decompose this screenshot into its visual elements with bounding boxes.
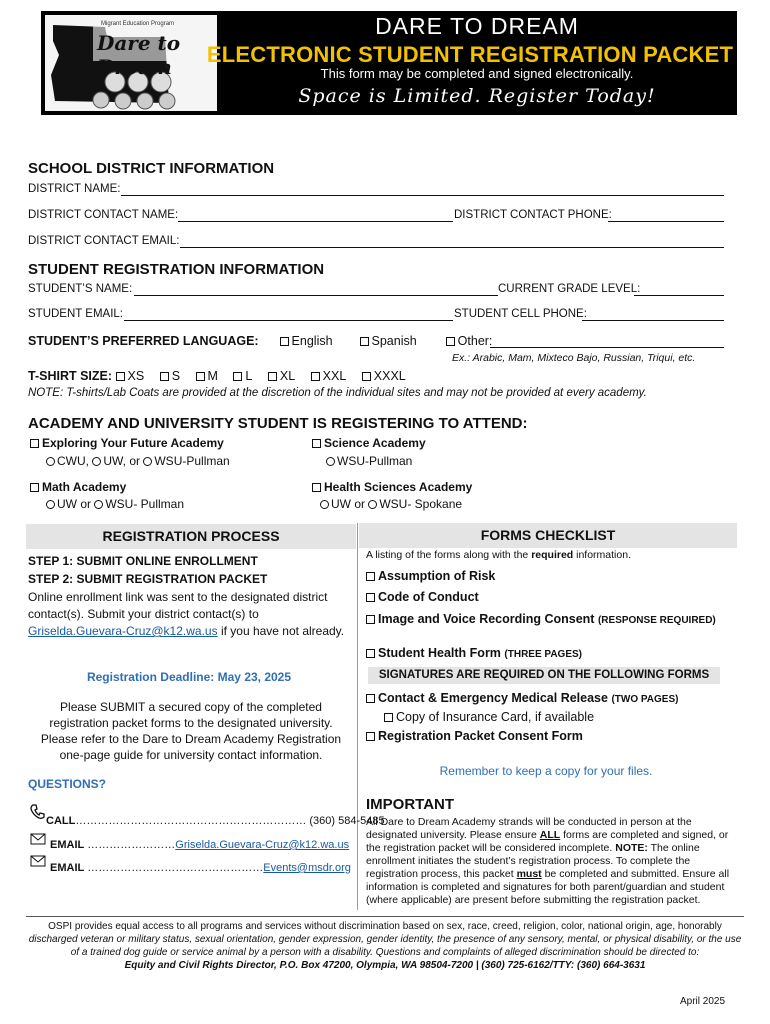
student-cell-field[interactable] <box>582 320 724 321</box>
checklist-item <box>384 709 594 726</box>
email2-link[interactable]: Events@msdr.org <box>263 862 351 874</box>
call-dots: ……………………………………………………… <box>75 815 307 827</box>
process-paragraph-2: Please SUBMIT a secured copy of the completed registration packet forms to the designated university. Please refer to the Dare to Dream Academy Registration one-page guide for university contact information. <box>40 700 342 762</box>
important-c: The online enrollment initiates the student’s registration process. To complete the registration process, this packet <box>366 842 700 880</box>
phone-number[interactable]: (360) 584-5485 <box>309 815 385 827</box>
step-2: STEP 2: SUBMIT REGISTRATION PACKET <box>28 572 268 586</box>
important-note: NOTE: <box>615 842 648 854</box>
size-m: M <box>207 369 218 383</box>
checklist-item <box>366 690 678 708</box>
email1-link[interactable]: Griselda.Guevara-Cruz@k12.wa.us <box>175 839 350 851</box>
size-xxl: XXL <box>322 369 347 383</box>
checkbox-assumption-risk[interactable] <box>366 572 375 581</box>
email-row-1 <box>50 837 349 854</box>
district-email-field[interactable] <box>180 247 724 248</box>
opt-health-wsu: WSU- Spokane <box>379 497 463 511</box>
item-health-form: Student Health Form <box>378 646 501 660</box>
radio-math-uw[interactable] <box>46 500 55 509</box>
health-row <box>312 480 472 494</box>
student-name-label: STUDENT’S NAME: <box>28 283 133 295</box>
radio-health-wsu[interactable] <box>368 500 377 509</box>
para1-text-b: if you have not already. <box>220 624 345 638</box>
checkbox-s[interactable] <box>160 372 169 381</box>
item-code-conduct: Code of Conduct <box>378 590 479 604</box>
checkbox-xxxl[interactable] <box>362 372 371 381</box>
district-name-field[interactable] <box>121 195 724 196</box>
opt-math-uw: UW or <box>57 497 91 511</box>
item-image-voice: Image and Voice Recording Consent <box>378 612 595 626</box>
tshirt-note: NOTE: T-shirts/Lab Coats are provided at the discretion of the individual sites and may not be provided at every academy. <box>28 387 647 399</box>
item-health-form-extra: (THREE PAGES) <box>504 649 583 660</box>
logo-small-text: Migrant Education Program <box>101 21 175 27</box>
radio-math-wsu[interactable] <box>94 500 103 509</box>
checkbox-consent-form[interactable] <box>366 732 375 741</box>
radio-science-wsu[interactable] <box>326 457 335 466</box>
mail-icon <box>30 833 46 845</box>
checklist-heading: FORMS CHECKLIST <box>359 523 737 548</box>
opt-math-wsu: WSU- Pullman <box>105 497 185 511</box>
checkbox-code-conduct[interactable] <box>366 593 375 602</box>
radio-exploring-wsu[interactable] <box>143 457 152 466</box>
checkbox-other[interactable] <box>446 337 455 346</box>
health-options <box>320 497 462 511</box>
checkbox-health[interactable] <box>312 483 321 492</box>
radio-exploring-uw[interactable] <box>92 457 101 466</box>
call-label: CALL <box>46 815 76 827</box>
opt-wsu-pullman: WSU-Pullman <box>154 454 230 468</box>
step-1: STEP 1: SUBMIT ONLINE ENROLLMENT <box>28 554 258 568</box>
health-label: Health Sciences Academy <box>324 480 473 494</box>
checkbox-insurance-card[interactable] <box>384 713 393 722</box>
district-name-label: DISTRICT NAME: <box>28 183 121 195</box>
banner-cta: Space is Limited. Register Today! <box>298 85 656 107</box>
district-heading: SCHOOL DISTRICT INFORMATION <box>28 160 275 177</box>
item-contact-medical-extra: (TWO PAGES) <box>611 694 679 705</box>
checklist-item <box>366 645 582 663</box>
item-contact-medical: Contact & Emergency Medical Release <box>378 691 608 705</box>
header-banner <box>41 11 737 115</box>
student-name-field[interactable] <box>134 295 498 296</box>
checkbox-contact-medical[interactable] <box>366 694 375 703</box>
email1-dots: …………………… <box>87 839 176 851</box>
checkbox-image-voice[interactable] <box>366 615 375 624</box>
important-all: ALL <box>539 829 561 841</box>
student-email-field[interactable] <box>124 320 453 321</box>
checkbox-english[interactable] <box>280 337 289 346</box>
registration-deadline: Registration Deadline: May 23, 2025 <box>86 670 292 684</box>
exploring-options <box>46 454 230 468</box>
footer-line-3: Equity and Civil Rights Director, P.O. Box 47200, Olympia, WA 98504-7200 | (360) 725-6162/TTY: (360) 664-3631 <box>124 960 646 971</box>
size-xxxl: XXXL <box>373 369 406 383</box>
checklist-item <box>366 568 495 585</box>
size-xs: XS <box>127 369 145 383</box>
radio-exploring-cwu[interactable] <box>46 457 55 466</box>
radio-health-uw[interactable] <box>320 500 329 509</box>
para1-text-a: Online enrollment link was sent to the designated district contact(s). Submit your district contact(s) to <box>28 590 328 621</box>
important-a: All Dare to Dream Academy strands will be conducted in person at the designated university. Please ensure <box>366 816 692 841</box>
process-heading: REGISTRATION PROCESS <box>26 524 356 549</box>
email-label-1: EMAIL <box>50 839 85 851</box>
lang-other: Other: <box>457 334 493 348</box>
footer-line-2: discharged veteran or military status, sexual orientation, gender expression, gender identity, the presence of any sensory, mental, or physical disability, or the use of a trained dog guide or service animal by a person with a disability. Questions and complaints of alleged discrimination should be directed to: <box>28 934 742 958</box>
district-contact-field[interactable] <box>178 221 453 222</box>
intro-a: A listing of the forms along with the <box>366 549 529 561</box>
lang-english: English <box>291 334 333 348</box>
district-email-label: DISTRICT CONTACT EMAIL: <box>28 235 180 247</box>
important-d: be completed and submitted. Ensure all information is completed and signatures for both parent/guardian and student (where applicable) are present before submitting the registration packet. <box>366 868 730 906</box>
district-phone-label: DISTRICT CONTACT PHONE: <box>454 209 612 221</box>
checkbox-l[interactable] <box>233 372 242 381</box>
email-label-2: EMAIL <box>50 862 85 874</box>
item-insurance-card: Copy of Insurance Card, if available <box>396 710 595 724</box>
phone-icon <box>30 804 46 820</box>
call-row <box>46 813 385 830</box>
checkbox-science[interactable] <box>312 439 321 448</box>
important-text <box>366 816 736 907</box>
intro-required: required <box>531 549 574 561</box>
banner-note: This form may be completed and signed electronically. <box>320 66 634 81</box>
exploring-row <box>30 436 224 450</box>
student-cell-label: STUDENT CELL PHONE: <box>454 308 587 320</box>
grade-label: CURRENT GRADE LEVEL: <box>498 283 641 295</box>
science-label: Science Academy <box>324 436 426 450</box>
banner-title: DARE TO DREAM <box>375 13 579 39</box>
tshirt-label: T-SHIRT SIZE: <box>28 369 113 383</box>
size-l: L <box>245 369 253 383</box>
footer-line-1: OSPI provides equal access to all programs and services without discrimination based on sex, race, creed, religion, color, national origin, age, honorably <box>48 921 722 932</box>
document-date: April 2025 <box>680 996 726 1007</box>
questions-heading: QUESTIONS? <box>28 777 107 791</box>
district-contact-label: DISTRICT CONTACT NAME: <box>28 209 179 221</box>
checkbox-health-form[interactable] <box>366 649 375 658</box>
grade-field[interactable] <box>634 295 724 296</box>
size-s: S <box>171 369 181 383</box>
item-consent-form: Registration Packet Consent Form <box>378 729 583 743</box>
language-label: STUDENT’S PREFERRED LANGUAGE: <box>28 334 259 348</box>
item-image-voice-extra: (RESPONSE REQUIRED) <box>597 615 716 626</box>
footer <box>26 916 744 972</box>
language-row <box>28 334 492 348</box>
math-row <box>30 480 126 494</box>
checklist-item <box>366 728 583 745</box>
checkbox-spanish[interactable] <box>360 337 369 346</box>
opt-health-uw: UW or <box>331 497 365 511</box>
lang-spanish: Spanish <box>371 334 417 348</box>
checkbox-xs[interactable] <box>116 372 125 381</box>
other-language-field[interactable] <box>490 347 724 348</box>
checklist-item <box>366 611 736 629</box>
intro-c: information. <box>576 549 631 561</box>
logo <box>45 15 217 111</box>
math-options <box>46 497 184 511</box>
important-b: forms are completed and signed, or the registration packet will be considered incomplete. <box>366 829 729 854</box>
science-options <box>326 454 412 468</box>
student-email-label: STUDENT EMAIL: <box>28 308 123 320</box>
checklist-intro <box>366 549 631 562</box>
banner-subtitle: ELECTRONIC STUDENT REGISTRATION PACKET <box>206 42 734 67</box>
signatures-required-bar: SIGNATURES ARE REQUIRED ON THE FOLLOWING FORMS <box>368 667 720 684</box>
checkbox-xl[interactable] <box>268 372 277 381</box>
process-paragraph-1 <box>28 589 350 640</box>
email2-dots: ………………………………………… <box>87 862 264 874</box>
exploring-label: Exploring Your Future Academy <box>42 436 224 450</box>
keep-copy-reminder: Remember to keep a copy for your files. <box>439 764 653 778</box>
checkbox-m[interactable] <box>196 372 205 381</box>
important-must: must <box>516 868 542 880</box>
mail-icon <box>30 855 46 867</box>
column-divider <box>357 523 358 910</box>
science-row <box>312 436 426 450</box>
checkbox-xxl[interactable] <box>311 372 320 381</box>
academy-heading: ACADEMY AND UNIVERSITY STUDENT IS REGISTERING TO ATTEND: <box>28 415 528 432</box>
district-phone-field[interactable] <box>608 221 724 222</box>
contact-email-link[interactable]: Griselda.Guevara-Cruz@k12.wa.us <box>28 624 218 638</box>
email-row-2 <box>50 860 351 877</box>
student-heading: STUDENT REGISTRATION INFORMATION <box>28 261 325 278</box>
checkbox-exploring[interactable] <box>30 439 39 448</box>
opt-science-wsu: WSU-Pullman <box>337 454 413 468</box>
item-assumption-risk: Assumption of Risk <box>378 569 496 583</box>
language-example: Ex.: Arabic, Mam, Mixteco Bajo, Russian, Triqui, etc. <box>452 352 696 364</box>
important-heading: IMPORTANT <box>366 796 455 813</box>
opt-cwu: CWU, <box>57 454 89 468</box>
checklist-item <box>366 589 479 606</box>
tshirt-row <box>28 369 406 383</box>
logo-text: Dare to Dream <box>97 31 181 79</box>
opt-uw: UW, or <box>103 454 141 468</box>
size-xl: XL <box>279 369 296 383</box>
math-label: Math Academy <box>42 480 127 494</box>
checkbox-math[interactable] <box>30 483 39 492</box>
